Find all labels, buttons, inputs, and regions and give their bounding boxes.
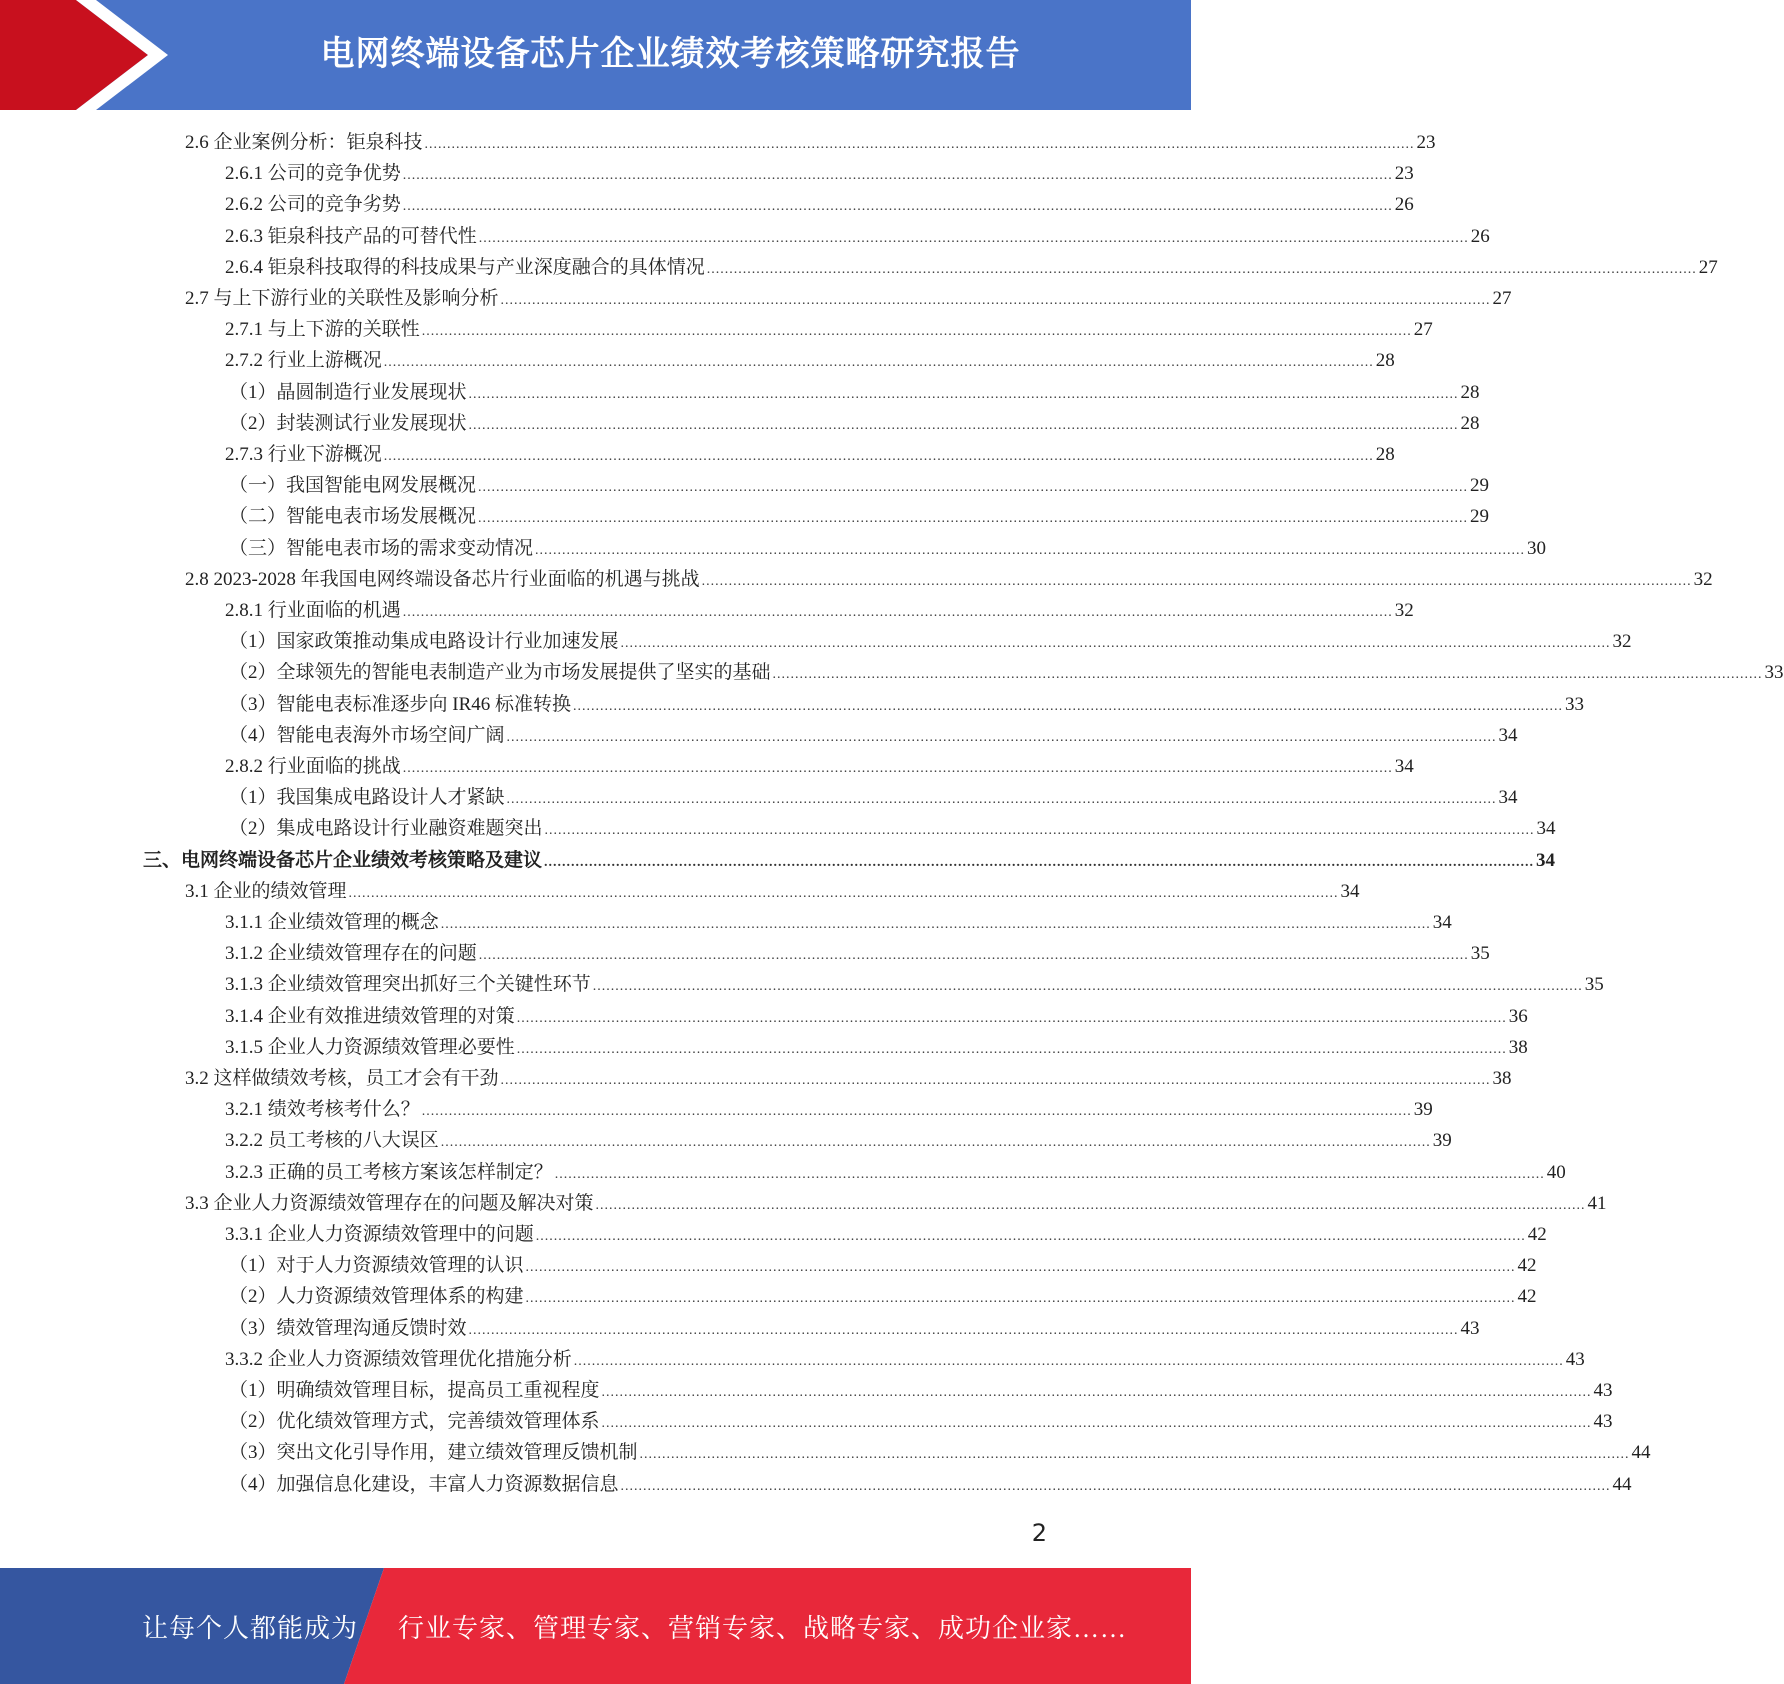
toc-dot-leader: ............................................................................................................................................................................................................................ (500, 1073, 1491, 1088)
toc-entry-line (229, 782, 1518, 815)
toc-entry-line (225, 1157, 1566, 1190)
toc-entry-page: 29 (1470, 475, 1490, 497)
toc-entry[interactable] (0, 751, 1414, 782)
toc-entry-page: 39 (1413, 1099, 1433, 1121)
toc-entry-label: （二）智能电表市场发展概况 (229, 506, 477, 528)
toc-entry[interactable] (0, 127, 1436, 158)
toc-entry-line (229, 408, 1480, 441)
toc-dot-leader: ............................................................................................................................................................................................................................ (706, 261, 1697, 277)
toc-entry-line (185, 1063, 1512, 1096)
toc-entry[interactable] (0, 938, 1490, 969)
toc-entry-page: 32 (1693, 568, 1713, 590)
toc-entry-page: 34 (1340, 880, 1360, 902)
toc-dot-leader: ............................................................................................................................................................................................................................ (478, 480, 1469, 496)
toc-entry[interactable] (0, 533, 1547, 564)
toc-entry-label: 3.3.1 企业人力资源绩效管理中的问题 (225, 1224, 534, 1245)
toc-entry-line (225, 1125, 1452, 1158)
toc-entry-page: 35 (1584, 974, 1604, 996)
report-title: 电网终端设备芯片企业绩效考核策略研究报告 (320, 34, 1021, 74)
toc-entry[interactable] (0, 252, 1718, 283)
toc-dot-leader: ............................................................................................................................................................................................................................ (544, 854, 1535, 870)
toc-entry-page: 43 (1460, 1317, 1480, 1339)
toc-entry-page: 42 (1517, 1286, 1537, 1308)
toc-entry-label: 三、电网终端设备芯片企业绩效考核策略及建议 (143, 849, 543, 871)
toc-entry[interactable] (0, 1344, 1585, 1375)
toc-entry-line (225, 1219, 1547, 1252)
toc-entry-line (185, 283, 1512, 316)
toc-entry-line (229, 501, 1490, 534)
toc-entry-page: 43 (1593, 1411, 1613, 1433)
toc-entry-line (225, 938, 1490, 971)
toc-entry-page: 34 (1536, 849, 1556, 871)
toc-entry-page: 27 (1698, 256, 1718, 278)
toc-dot-leader: ............................................................................................................................................................................................................................ (424, 137, 1415, 152)
toc-entry-label: （1）晶圆制造行业发展现状 (229, 381, 467, 403)
toc-dot-leader: ............................................................................................................................................................................................................................ (478, 511, 1469, 527)
toc-entry-page: 33 (1764, 662, 1784, 684)
toc-dot-leader: ............................................................................................................................................................................................................................ (573, 698, 1564, 714)
toc-entry-label: （2）集成电路设计行业融资难题突出 (229, 818, 543, 840)
toc-entry[interactable] (0, 1063, 1512, 1094)
toc-entry-page: 42 (1517, 1255, 1537, 1277)
toc-dot-leader: ............................................................................................................................................................................................................................ (639, 1447, 1630, 1463)
toc-dot-leader: ............................................................................................................................................................................................................................ (402, 761, 1393, 776)
page-number: 2 (1031, 1519, 1047, 1547)
toc-entry-label: （3）智能电表标准逐步向 IR46 标准转换 (229, 693, 572, 715)
toc-entry[interactable] (0, 1281, 1537, 1312)
page-header (0, 0, 1191, 110)
toc-entry-label: 2.8.2 行业面临的挑战 (225, 756, 401, 777)
toc-dot-leader: ............................................................................................................................................................................................................................ (516, 1010, 1507, 1026)
toc-entry[interactable] (0, 470, 1490, 501)
toc-entry-page: 44 (1631, 1442, 1651, 1464)
toc-entry[interactable] (0, 221, 1490, 252)
toc-dot-leader: ............................................................................................................................................................................................................................ (544, 823, 1535, 839)
toc-dot-leader: ............................................................................................................................................................................................................................ (348, 885, 1339, 901)
toc-entry[interactable] (0, 1375, 1613, 1406)
toc-entry-page: 38 (1508, 1036, 1528, 1058)
toc-entry-page: 43 (1565, 1348, 1585, 1370)
toc-dot-leader: ............................................................................................................................................................................................................................ (595, 1197, 1586, 1213)
toc-entry-page: 23 (1416, 132, 1436, 153)
toc-entry-line (229, 657, 1784, 690)
toc-entry-page: 28 (1375, 350, 1395, 372)
toc-entry-page: 30 (1527, 537, 1547, 559)
toc-dot-leader: ............................................................................................................................................................................................................................ (620, 1478, 1611, 1494)
toc-dot-leader: ............................................................................................................................................................................................................................ (506, 792, 1497, 808)
toc-entry-line (225, 1344, 1585, 1377)
toc-entry-page: 28 (1460, 381, 1480, 403)
toc-entry-label: 2.6.4 钜泉科技取得的科技成果与产业深度融合的具体情况 (225, 256, 705, 278)
toc-dot-leader: ............................................................................................................................................................................................................................ (421, 1104, 1412, 1120)
toc-dot-leader: ............................................................................................................................................................................................................................ (383, 355, 1374, 371)
toc-entry-page: 28 (1375, 444, 1395, 465)
toc-entry-line (225, 158, 1414, 191)
toc-entry-label: （2）人力资源绩效管理体系的构建 (229, 1286, 524, 1308)
toc-dot-leader: ............................................................................................................................................................................................................................ (402, 605, 1393, 620)
toc-dot-leader: ............................................................................................................................................................................................................................ (440, 917, 1431, 932)
toc-entry-line (229, 1406, 1613, 1439)
toc-entry[interactable] (0, 408, 1480, 439)
toc-entry[interactable] (0, 1094, 1433, 1125)
toc-entry-line (225, 1094, 1433, 1127)
toc-entry[interactable] (0, 1313, 1480, 1344)
toc-entry-line (185, 1188, 1607, 1221)
toc-entry-line (229, 377, 1480, 410)
toc-entry-page: 34 (1498, 787, 1518, 809)
toc-dot-leader: ............................................................................................................................................................................................................................ (601, 1416, 1592, 1432)
toc-entry[interactable] (0, 189, 1414, 220)
toc-entry[interactable] (0, 1250, 1537, 1281)
toc-entry-line (225, 252, 1718, 285)
toc-entry-line (185, 876, 1360, 909)
toc-dot-leader: ............................................................................................................................................................................................................................ (440, 1135, 1431, 1151)
toc-entry-label: 3.1.4 企业有效推进绩效管理的对策 (225, 1005, 515, 1027)
toc-entry-label: （3）突出文化引导作用，建立绩效管理反馈机制 (229, 1442, 638, 1464)
toc-entry-line (229, 1469, 1632, 1502)
toc-entry-line (229, 1250, 1537, 1283)
toc-entry-line (225, 439, 1395, 472)
toc-entry[interactable] (0, 1219, 1547, 1250)
toc-entry-label: 3.2 这样做绩效考核，员工才会有干劲 (185, 1068, 499, 1089)
toc-entry-label: （1）明确绩效管理目标，提高员工重视程度 (229, 1380, 600, 1401)
toc-entry-page: 27 (1492, 288, 1512, 309)
toc-dot-leader: ............................................................................................................................................................................................................................ (516, 1041, 1507, 1057)
toc-dot-leader: ............................................................................................................................................................................................................................ (701, 573, 1692, 589)
toc-entry-page: 43 (1593, 1380, 1613, 1401)
toc-entry[interactable] (0, 1406, 1613, 1437)
toc-entry-label: 3.1 企业的绩效管理 (185, 880, 347, 902)
toc-entry-label: 3.2.1 绩效考核考什么？ (225, 1099, 420, 1121)
toc-entry-line (185, 127, 1436, 160)
toc-dot-leader: ............................................................................................................................................................................................................................ (468, 1322, 1459, 1338)
toc-entry-line (225, 345, 1395, 378)
toc-entry-label: （2）全球领先的智能电表制造产业为市场发展提供了坚实的基础 (229, 662, 771, 684)
toc-entry[interactable] (0, 1188, 1607, 1219)
toc-dot-leader: ............................................................................................................................................................................................................................ (601, 1385, 1592, 1400)
toc-entry-page: 23 (1394, 163, 1414, 185)
toc-entry-label: 3.1.3 企业绩效管理突出抓好三个关键性环节 (225, 974, 591, 996)
toc-entry-label: 2.6.1 公司的竞争优势 (225, 163, 401, 185)
toc-entry-page: 35 (1470, 943, 1490, 965)
toc-entry-page: 42 (1527, 1224, 1547, 1245)
footer-slogan-right: 行业专家、管理专家、营销专家、战略专家、成功企业家…… (398, 1614, 1128, 1643)
toc-dot-leader: ............................................................................................................................................................................................................................ (772, 667, 1763, 683)
toc-entry[interactable] (0, 689, 1585, 720)
toc-entry[interactable] (0, 314, 1433, 345)
toc-entry[interactable] (0, 1001, 1528, 1032)
toc-entry-label: 2.7.2 行业上游概况 (225, 350, 382, 372)
toc-dot-leader: ............................................................................................................................................................................................................................ (554, 1166, 1545, 1182)
toc-dot-leader: ............................................................................................................................................................................................................................ (421, 324, 1412, 340)
toc-entry-line (225, 907, 1452, 940)
toc-entry-label: 3.2.2 员工考核的八大误区 (225, 1130, 439, 1152)
toc-dot-leader: ............................................................................................................................................................................................................................ (478, 230, 1469, 246)
toc-entry-page: 32 (1612, 631, 1632, 653)
toc-entry-line (225, 1001, 1528, 1034)
toc-dot-leader: ............................................................................................................................................................................................................................ (478, 948, 1469, 964)
toc-dot-leader: ............................................................................................................................................................................................................................ (620, 636, 1611, 652)
toc-entry[interactable] (0, 845, 1556, 876)
toc-entry-page: 34 (1498, 724, 1518, 746)
toc-entry-page: 33 (1565, 693, 1585, 715)
toc-entry-line (229, 1313, 1480, 1346)
toc-entry-page: 34 (1536, 818, 1556, 840)
toc-entry-line (229, 1281, 1537, 1314)
toc-entry-label: 2.8.1 行业面临的机遇 (225, 600, 401, 621)
toc-entry-page: 28 (1460, 412, 1480, 434)
toc-dot-leader: ............................................................................................................................................................................................................................ (506, 729, 1497, 745)
toc-dot-leader: ............................................................................................................................................................................................................................ (468, 386, 1459, 402)
toc-entry[interactable] (0, 782, 1518, 813)
toc-entry-label: （2）优化绩效管理方式，完善绩效管理体系 (229, 1411, 600, 1433)
toc-dot-leader: ............................................................................................................................................................................................................................ (525, 1291, 1516, 1307)
toc-entry-label: 3.1.5 企业人力资源绩效管理必要性 (225, 1036, 515, 1058)
toc-entry-label: （三）智能电表市场的需求变动情况 (229, 537, 534, 559)
toc-entry-line (225, 595, 1414, 628)
toc-entry-label: 2.7.3 行业下游概况 (225, 444, 382, 465)
toc-entry[interactable] (0, 1469, 1632, 1500)
toc-entry-label: 3.3.2 企业人力资源绩效管理优化措施分析 (225, 1348, 572, 1370)
toc-entry[interactable] (0, 158, 1414, 189)
toc-entry-page: 26 (1394, 194, 1414, 216)
toc-entry[interactable] (0, 1437, 1651, 1468)
toc-entry-label: （1）国家政策推动集成电路设计行业加速发展 (229, 631, 619, 653)
toc-entry-label: （4）智能电表海外市场空间广阔 (229, 724, 505, 746)
toc-entry[interactable] (0, 1157, 1566, 1188)
toc-dot-leader: ............................................................................................................................................................................................................................ (402, 168, 1393, 184)
toc-entry-line (225, 221, 1490, 254)
toc-dot-leader: ............................................................................................................................................................................................................................ (592, 979, 1583, 995)
toc-entry-page: 41 (1587, 1192, 1607, 1214)
toc-entry-line (229, 626, 1632, 659)
toc-dot-leader: ............................................................................................................................................................................................................................ (402, 199, 1393, 215)
toc-entry-page: 39 (1432, 1130, 1452, 1152)
toc-entry[interactable] (0, 969, 1604, 1000)
toc-entry-label: 3.3 企业人力资源绩效管理存在的问题及解决对策 (185, 1192, 594, 1214)
toc-entry-label: 3.2.3 正确的员工考核方案该怎样制定？ (225, 1161, 553, 1183)
toc-entry-line (185, 564, 1713, 597)
toc-entry[interactable] (0, 564, 1713, 595)
toc-entry-line (225, 969, 1604, 1002)
toc-dot-leader: ............................................................................................................................................................................................................................ (535, 1229, 1526, 1244)
toc-entry[interactable] (0, 595, 1414, 626)
toc-entry[interactable] (0, 1125, 1452, 1156)
toc-entry-label: 2.7.1 与上下游的关联性 (225, 319, 420, 341)
toc-entry[interactable] (0, 439, 1395, 470)
toc-entry-line (225, 189, 1414, 222)
toc-entry-line (229, 1437, 1651, 1470)
toc-entry-page: 40 (1546, 1161, 1566, 1183)
toc-entry-page: 38 (1492, 1068, 1512, 1089)
toc-entry-page: 29 (1470, 506, 1490, 528)
toc-dot-leader: ............................................................................................................................................................................................................................ (383, 449, 1374, 464)
toc-entry-page: 36 (1508, 1005, 1528, 1027)
toc-entry-page: 32 (1394, 600, 1414, 621)
toc-entry-label: 3.1.2 企业绩效管理存在的问题 (225, 943, 477, 965)
toc-entry-line (229, 470, 1490, 503)
toc-entry-label: 3.1.1 企业绩效管理的概念 (225, 912, 439, 933)
toc-dot-leader: ............................................................................................................................................................................................................................ (525, 1260, 1516, 1276)
toc-entry-page: 34 (1394, 756, 1414, 777)
toc-entry[interactable] (0, 907, 1452, 938)
toc-entry-label: 2.6.2 公司的竞争劣势 (225, 194, 401, 216)
toc-dot-leader: ............................................................................................................................................................................................................................ (468, 417, 1459, 433)
toc-dot-leader: ............................................................................................................................................................................................................................ (573, 1353, 1564, 1369)
toc-entry[interactable] (0, 1032, 1528, 1063)
toc-entry[interactable] (0, 657, 1784, 688)
toc-dot-leader: ............................................................................................................................................................................................................................ (535, 542, 1526, 558)
toc-entry-label: 2.6 企业案例分析：钜泉科技 (185, 132, 423, 153)
toc-entry-page: 26 (1470, 225, 1490, 247)
toc-entry[interactable] (0, 377, 1480, 408)
toc-entry-page: 44 (1612, 1473, 1632, 1495)
toc-entry[interactable] (0, 813, 1556, 844)
toc-entry-line (225, 1032, 1528, 1065)
toc-entry-line (229, 813, 1556, 846)
page-footer (0, 1568, 1191, 1684)
toc-entry[interactable] (0, 626, 1632, 657)
toc-entry-label: 2.7 与上下游行业的关联性及影响分析 (185, 288, 499, 309)
toc-entry-page: 27 (1413, 319, 1433, 341)
toc-entry-line (229, 533, 1547, 566)
toc-entry-line (229, 720, 1518, 753)
toc-entry-line (229, 1375, 1613, 1408)
toc-entry-line (225, 751, 1414, 784)
toc-entry[interactable] (0, 720, 1518, 751)
toc-entry-label: （2）封装测试行业发展现状 (229, 412, 467, 434)
toc-entry[interactable] (0, 501, 1490, 532)
toc-entry-label: 2.6.3 钜泉科技产品的可替代性 (225, 225, 477, 247)
toc-entry-label: （1）对于人力资源绩效管理的认识 (229, 1255, 524, 1277)
footer-slogan-left: 让每个人都能成为 (142, 1614, 359, 1643)
toc-entry-label: （3）绩效管理沟通反馈时效 (229, 1317, 467, 1339)
toc-entry-line (229, 689, 1585, 722)
toc-entry-line (143, 845, 1556, 878)
toc-entry[interactable] (0, 345, 1395, 376)
toc-entry-label: （4）加强信息化建设，丰富人力资源数据信息 (229, 1473, 619, 1495)
toc-entry[interactable] (0, 283, 1512, 314)
toc-entry-label: 2.8 2023-2028 年我国电网终端设备芯片行业面临的机遇与挑战 (185, 568, 700, 590)
toc-entry-page: 34 (1432, 912, 1452, 933)
toc-entry-label: （1）我国集成电路设计人才紧缺 (229, 787, 505, 809)
toc-entry[interactable] (0, 876, 1360, 907)
toc-entry-label: （一）我国智能电网发展概况 (229, 475, 477, 497)
toc-dot-leader: ............................................................................................................................................................................................................................ (500, 293, 1491, 308)
toc-entry-line (225, 314, 1433, 347)
